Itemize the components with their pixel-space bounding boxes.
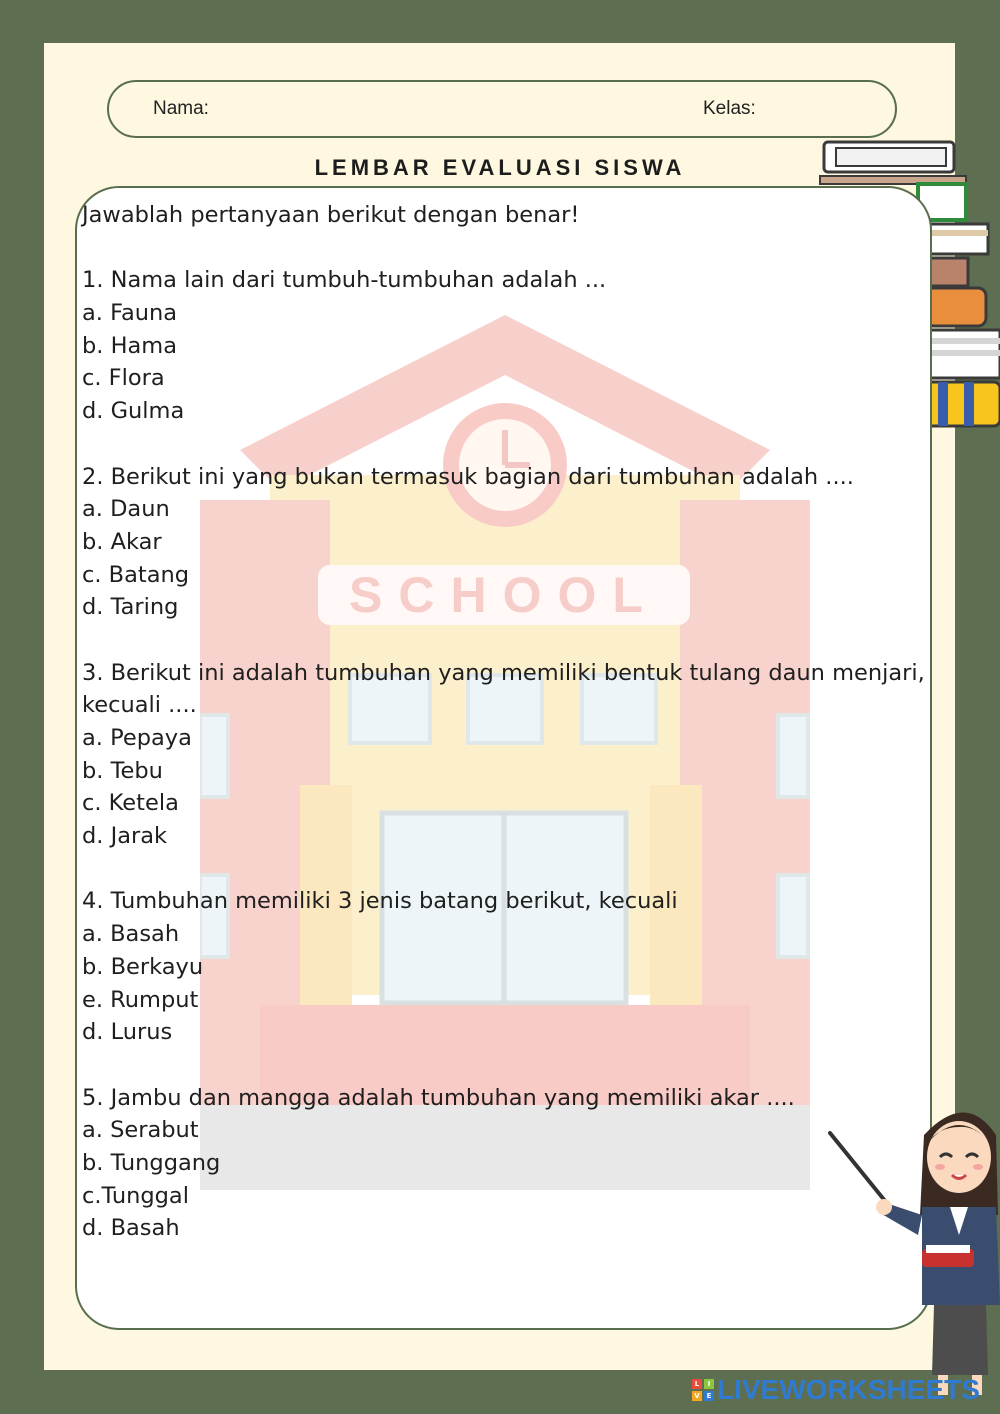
option-d[interactable]: d. Lurus (82, 1019, 173, 1046)
question-text: 5. Jambu dan mangga adalah tumbuhan yang memiliki akar .... (82, 1084, 795, 1111)
option-c[interactable]: c.Tunggal (82, 1182, 189, 1209)
option-c[interactable]: c. Ketela (82, 790, 179, 817)
option-c[interactable]: c. Batang (82, 561, 190, 588)
option-b[interactable]: b. Tebu (82, 757, 163, 784)
page-title: LEMBAR EVALUASI SISWA (314, 155, 686, 180)
option-a[interactable]: a. Serabut (82, 1117, 199, 1144)
question-text: 1. Nama lain dari tumbuh-tumbuhan adalah ... (82, 267, 607, 294)
question-text: 2. Berikut ini yang bukan termasuk bagian dari tumbuhan adalah .... (82, 463, 854, 490)
option-d[interactable]: d. Taring (82, 594, 179, 621)
liveworksheets-branding (692, 1372, 980, 1408)
instruction-text: Jawablah pertanyaan berikut dengan benar! (82, 202, 580, 228)
question-text: 4. Tumbuhan memiliki 3 jenis batang berikut, kecuali (82, 888, 678, 915)
liveworksheets-text: LIVEWORKSHEETS (717, 1374, 980, 1405)
name-label: Nama: (153, 98, 209, 119)
option-a[interactable]: a. Fauna (82, 300, 178, 327)
question-text-continued: kecuali .... (82, 692, 197, 719)
option-b[interactable]: b. Hama (82, 332, 177, 359)
liveworksheets-logo-icon: L I V E (692, 1379, 714, 1401)
question-2 (82, 461, 942, 624)
option-b[interactable]: b. Tunggang (82, 1149, 221, 1176)
option-a[interactable]: a. Daun (82, 496, 170, 523)
option-d[interactable]: d. Gulma (82, 398, 185, 425)
teacher-illustration (826, 1095, 1000, 1395)
option-e[interactable]: e. Rumput (82, 986, 199, 1013)
option-b[interactable]: b. Akar (82, 528, 162, 555)
option-a[interactable]: a. Basah (82, 921, 180, 948)
question-1 (82, 264, 942, 427)
school-sign-text: SCHOOL (349, 567, 659, 623)
option-a[interactable]: a. Pepaya (82, 725, 192, 751)
question-text: 3. Berikut ini adalah tumbuhan yang memiliki bentuk tulang daun menjari, (82, 659, 925, 686)
questions-list (82, 199, 942, 1245)
option-d[interactable]: d. Basah (82, 1215, 180, 1242)
question-5 (82, 1082, 942, 1245)
class-label: Kelas: (703, 98, 756, 119)
option-c[interactable]: c. Flora (82, 365, 165, 392)
question-3 (82, 657, 942, 853)
option-d[interactable]: d. Jarak (82, 823, 168, 850)
question-4 (82, 885, 942, 1048)
option-b[interactable]: b. Berkayu (82, 953, 204, 980)
student-info-box (107, 80, 897, 138)
